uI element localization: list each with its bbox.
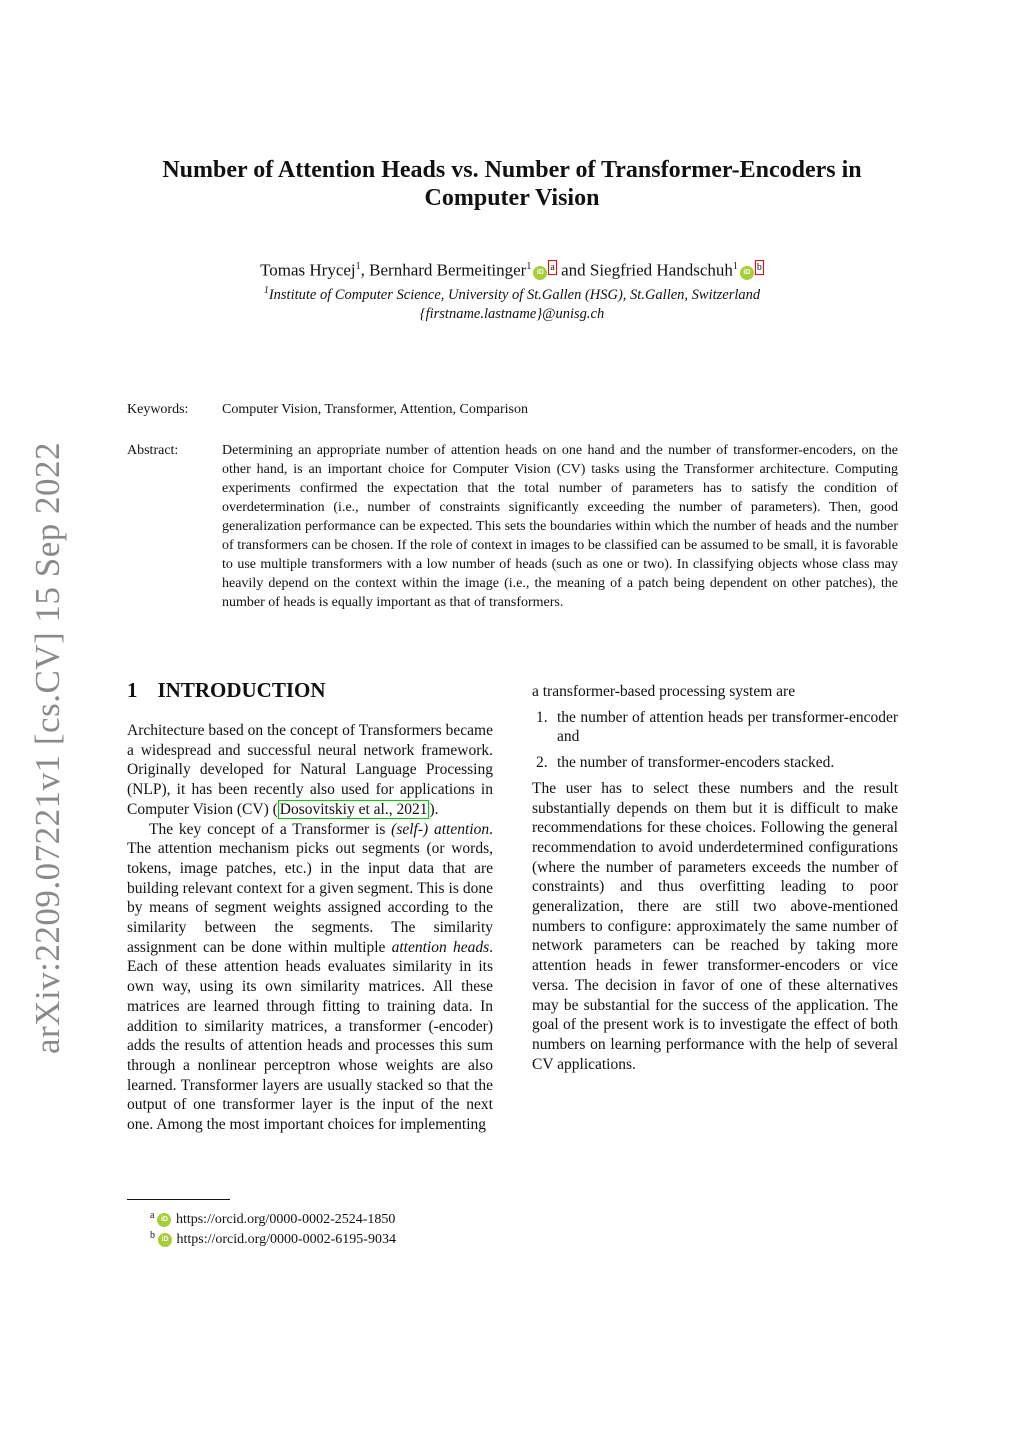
paragraph-text: ). xyxy=(429,800,439,818)
footnote-a xyxy=(150,1207,395,1229)
list-item-text: the number of attention heads per transformer-encoder and xyxy=(557,708,898,746)
author-line xyxy=(120,256,904,282)
paragraph-text: . Each of these attention heads evaluates similarity in its own way, using its own similarity matrices. All these matrices are learned through fitting to training data. In addition to similarity matrices, a transformer (-encoder) adds the results of attention heads and processes this sum through a nonlinear perceptron whose weights are also learned. Transformer layers are usually stacked so that the output of one transformer layer is the input of the next one. Among the most important choices for implementing xyxy=(127,938,493,1134)
orcid-icon: iD xyxy=(157,1213,171,1227)
affiliation-number: 1 xyxy=(263,285,269,296)
motivation-paragraph: The user has to select these numbers and the result substantially depends on them but it is difficult to make recommendations for these choices. Following the general recommendation to avoid underdetermined configurations (where the number of parameters exceeds the number of constraints) and thus overfitting leading to poor generalization, there are still two above-mentioned numbers to configure: approximately the same number of network parameters can be reached by taking more attention heads in fewer transformer-encoders or vice versa. The decision in favor of one of these alternatives may be substantial for the success of the application. The goal of the present work is to investigate the effect of both numbers on learning performance with the help of several CV applications. xyxy=(532,779,898,1073)
affiliation-superscript: 1 xyxy=(355,261,361,272)
footnote-link-a[interactable]: a xyxy=(550,261,555,273)
author-separator: and xyxy=(556,260,590,280)
affiliation-text: Institute of Computer Science, University of St.Gallen (HSG), St.Gallen, Switzerland xyxy=(268,286,761,303)
section-number: 1 xyxy=(127,678,138,702)
orcid-url[interactable]: https://orcid.org/0000-0002-6195-9034 xyxy=(176,1232,396,1247)
paper-title: Number of Attention Heads vs. Number of Transformer-Encoders in Computer Vision xyxy=(162,157,862,211)
emphasized-term: (self-) attention xyxy=(391,820,490,838)
paragraph-text: Architecture based on the concept of Transformers became a widespread and successful neural network framework. Originally developed for Natural Language Processing (NLP), it has been recently also used for applications in Computer Vision (CV) ( xyxy=(127,722,493,818)
affiliation-superscript: 1 xyxy=(732,261,738,272)
orcid-icon[interactable]: iD xyxy=(740,266,754,280)
affiliation-superscript: 1 xyxy=(526,261,532,272)
list-marker: 1. xyxy=(536,708,548,726)
orcid-icon[interactable]: iD xyxy=(533,266,547,280)
list-intro: a transformer-based processing system are xyxy=(532,683,796,700)
list-item xyxy=(532,708,898,747)
arxiv-identifier-stamp: arXiv:2209.07221v1 [cs.CV] 15 Sep 2022 xyxy=(28,441,67,1055)
paragraph-text: The key concept of a Transformer is xyxy=(149,820,392,838)
abstract-label: Abstract: xyxy=(127,443,179,458)
footnote-divider xyxy=(127,1199,230,1200)
author-name: Siegfried Handschuh xyxy=(589,260,733,280)
footnote-mark: a xyxy=(150,1210,155,1221)
attention-paragraph xyxy=(127,820,493,1135)
keywords-label: Keywords: xyxy=(127,402,189,417)
footnote-mark: b xyxy=(150,1230,155,1241)
author-name: Tomas Hrycej xyxy=(260,260,356,280)
list-marker: 2. xyxy=(536,754,548,772)
left-column xyxy=(127,721,493,1135)
footnote-b xyxy=(150,1227,396,1249)
orcid-url[interactable]: https://orcid.org/0000-0002-2524-1850 xyxy=(175,1212,396,1227)
right-column xyxy=(532,682,898,1074)
footnote-link-b[interactable]: b xyxy=(756,261,762,273)
citation-link[interactable]: Dosovitskiy et al., 2021 xyxy=(279,800,428,818)
author-email: {firstname.lastname}@unisg.ch xyxy=(419,305,605,322)
affiliation-block xyxy=(120,281,904,324)
choice-list xyxy=(532,708,898,773)
list-item xyxy=(532,753,898,773)
abstract-text: Determining an appropriate number of attention heads on one hand and the number of transformer-encoders, on the other hand, is an important choice for Computer Vision (CV) tasks using the Transformer architecture. Computing experiments confirmed the expectation that the total number of parameters has to satisfy the condition of overdetermination (i.e., number of constraints significantly exceeding the number of parameters). Then, good generalization performance can be expected. This sets the boundaries within which the number of heads and the number of transformers can be chosen. If the role of context in images to be classified can be assumed to be small, it is favorable to use multiple transformers with a low number of heads (such as one or two). In classifying objects whose class may heavily depend on the context within the image (i.e., the meaning of a patch being dependent on other patches), the number of heads is equally important as that of transformers. xyxy=(222,443,898,610)
emphasized-term: attention heads xyxy=(391,938,490,956)
section-heading xyxy=(127,678,326,703)
author-separator: , xyxy=(360,260,370,280)
intro-paragraph xyxy=(127,721,493,820)
keywords-text: Computer Vision, Transformer, Attention, Comparison xyxy=(222,402,528,417)
paragraph-text: . The attention mechanism picks out segments (or words, tokens, image patches, etc.) in the input data that are building relevant context for a given segment. This is done by means of segment weights assigned according to the similarity between the segments. The similarity assignment can be done within multiple xyxy=(127,820,493,956)
orcid-icon: iD xyxy=(158,1233,172,1247)
author-name: Bernhard Bermeitinger xyxy=(369,260,527,280)
list-item-text: the number of transformer-encoders stacked. xyxy=(557,754,835,772)
section-title: INTRODUCTION xyxy=(157,678,326,702)
